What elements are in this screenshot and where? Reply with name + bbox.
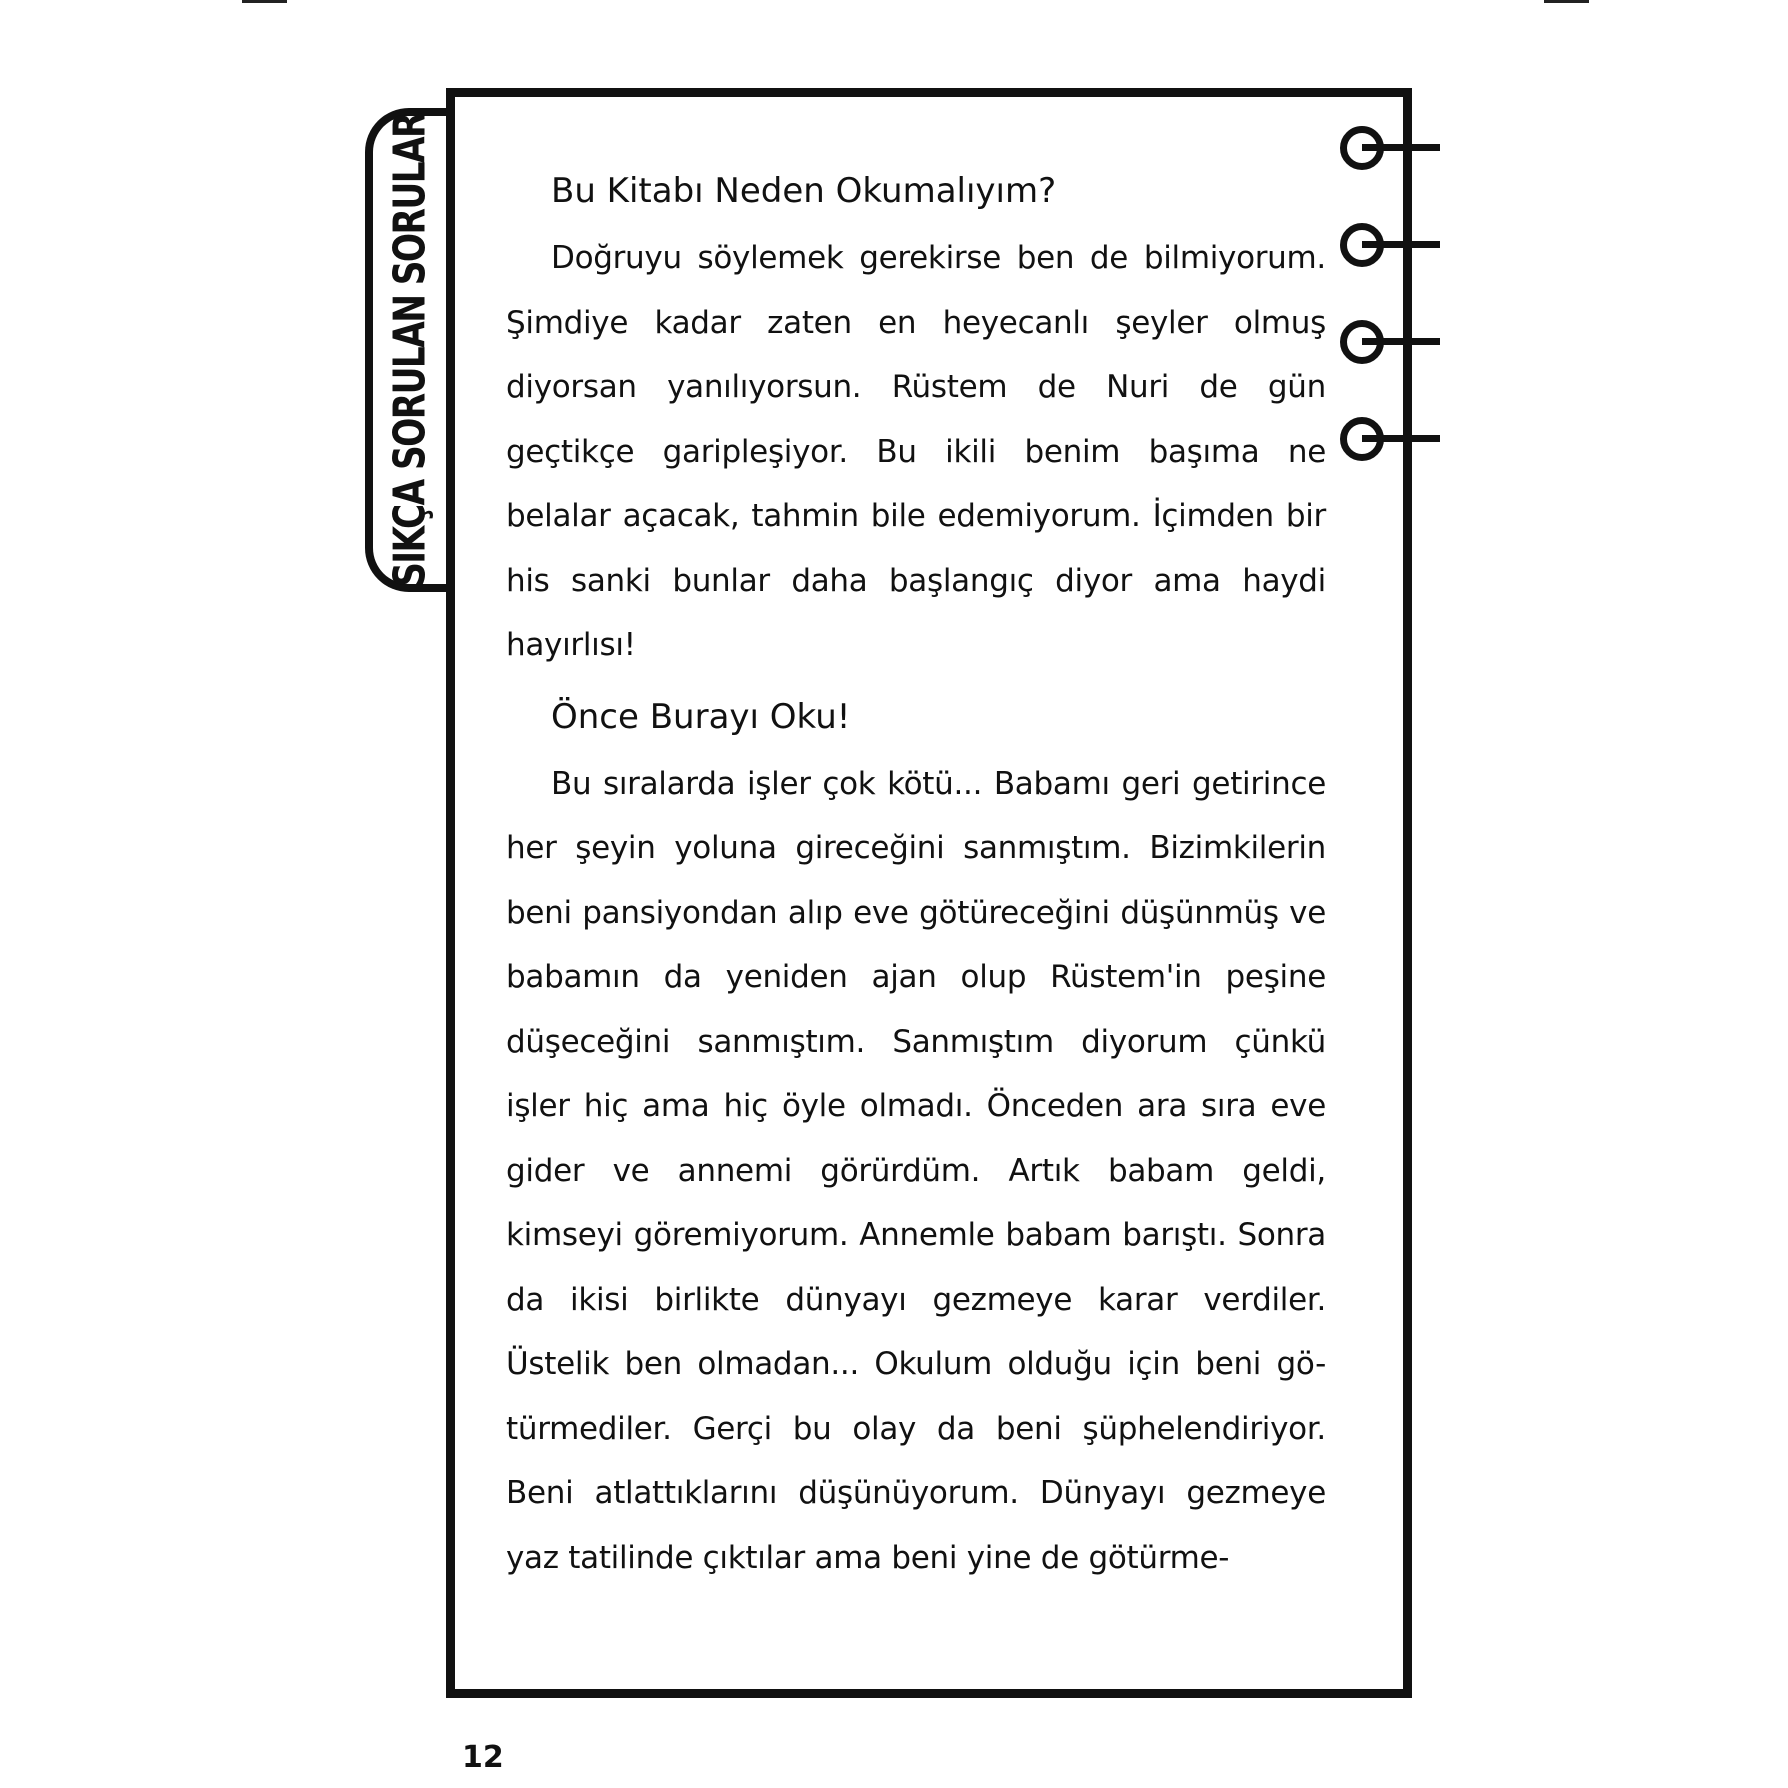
side-tab bbox=[365, 108, 447, 592]
section-body: Bu sıralarda işler çok kötü... Babamı geri getirince her şeyin yoluna gireceğini sanmıştım. Bizimkilerin beni pansiyondan alıp eve götüreceğini düşünmüş ve babamın da yeniden ajan olup Rüstem'in peşine düşeceğini sanmıştım. Sanmıştım diyorum çünkü işler hiç ama hiç öyle olmadı. Önceden ara sıra eve gider ve annemi görürdüm. Artık babam geldi, kimseyi göremiyorum. Annemle babam barıştı. Sonra da ikisi birlikte dünyayı gezmeye karar verdiler. Üstelik ben olmadan... Okulum olduğu için beni gö- türmediler. Gerçi bu olay da beni şüphelendiriyor. Beni atlattıklarını düşünüyorum. Dünyayı gezmeye yaz tatilinde çıktılar ama beni yine de götürme- bbox=[506, 765, 1326, 1576]
side-tab-label bbox=[385, 46, 436, 653]
section-body: Doğruyu söylemek gerekirse ben de bilmiyorum. Şimdiye kadar zaten en heyecanlı şeyler olmuş diyorsan yanılıyorsun. Rüstem de Nuri de gün geçtikçe garipleşiyor. Bu ikili benim başıma ne belalar açacak, tahmin bile edemiyorum. İçimden bir his sanki bunlar daha başlangıç diyor ama haydi hayırlısı! bbox=[506, 240, 1326, 663]
page-number: 12 bbox=[462, 1740, 504, 1775]
side-tab-label-text: SIKÇA SORULAN SORULAR bbox=[384, 113, 436, 587]
section-heading: Bu Kitabı Neden Okumalıyım? bbox=[551, 171, 1057, 211]
page-content bbox=[506, 156, 1326, 1590]
crop-mark-right bbox=[1544, 0, 1589, 3]
crop-mark-left bbox=[242, 0, 287, 3]
binder-ring-icon bbox=[1340, 320, 1440, 364]
binder-ring-icon bbox=[1340, 417, 1440, 461]
section-heading: Önce Burayı Oku! bbox=[551, 696, 851, 737]
binder-ring-icon bbox=[1340, 126, 1440, 170]
binder-ring-icon bbox=[1340, 223, 1440, 267]
